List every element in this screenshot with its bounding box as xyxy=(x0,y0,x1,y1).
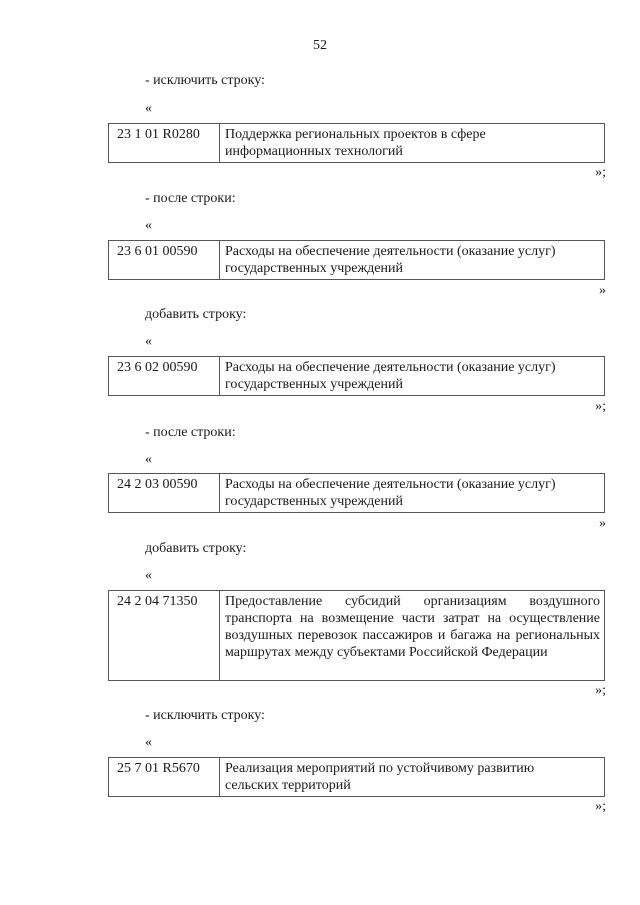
instruction-after-row: - после строки: xyxy=(145,425,236,440)
closing-quote: » xyxy=(599,283,606,298)
instruction-add-row: добавить строку: xyxy=(145,307,247,322)
opening-quote: « xyxy=(145,218,152,233)
opening-quote: « xyxy=(145,334,152,349)
opening-quote: « xyxy=(145,101,152,116)
instruction-after-row: - после строки: xyxy=(145,191,236,206)
closing-quote: »; xyxy=(595,683,606,698)
budget-row-table xyxy=(108,240,605,280)
budget-name-cell: Расходы на обеспечение деятельности (оказание услуг) государственных учреждений xyxy=(225,244,556,276)
budget-name-cell: Предоставление субсидий организациям воздушного транспорта на возмещение части затрат на осуществление воздушных перевозок пассажиров и багажа на региональных маршрутах между субъектами Российской Федерации xyxy=(225,594,600,660)
budget-code-cell: 25 7 01 R5670 xyxy=(109,758,220,796)
budget-row-table xyxy=(108,123,605,163)
budget-code-cell: 24 2 04 71350 xyxy=(109,591,220,680)
closing-quote: »; xyxy=(595,399,606,414)
opening-quote: « xyxy=(145,568,152,583)
closing-quote: »; xyxy=(595,799,606,814)
budget-row-table xyxy=(108,590,605,681)
page-number: 52 xyxy=(313,38,327,53)
opening-quote: « xyxy=(145,735,152,750)
instruction-exclude-row: - исключить строку: xyxy=(145,708,265,723)
closing-quote: » xyxy=(599,516,606,531)
budget-row-table xyxy=(108,757,605,797)
budget-code-cell: 23 6 01 00590 xyxy=(109,241,220,279)
budget-name-cell: Расходы на обеспечение деятельности (оказание услуг) государственных учреждений xyxy=(225,360,556,392)
budget-name-cell: Расходы на обеспечение деятельности (оказание услуг) государственных учреждений xyxy=(225,477,556,509)
instruction-add-row: добавить строку: xyxy=(145,541,247,556)
opening-quote: « xyxy=(145,452,152,467)
budget-row-table xyxy=(108,473,605,513)
budget-code-cell: 24 2 03 00590 xyxy=(109,474,220,512)
budget-name-cell: Реализация мероприятий по устойчивому развитию сельских территорий xyxy=(225,761,535,793)
budget-row-table xyxy=(108,356,605,396)
closing-quote: »; xyxy=(595,165,606,180)
budget-name-cell: Поддержка региональных проектов в сфере информационных технологий xyxy=(225,127,486,159)
budget-code-cell: 23 1 01 R0280 xyxy=(109,124,220,162)
budget-code-cell: 23 6 02 00590 xyxy=(109,357,220,395)
instruction-exclude-row: - исключить строку: xyxy=(145,73,265,88)
